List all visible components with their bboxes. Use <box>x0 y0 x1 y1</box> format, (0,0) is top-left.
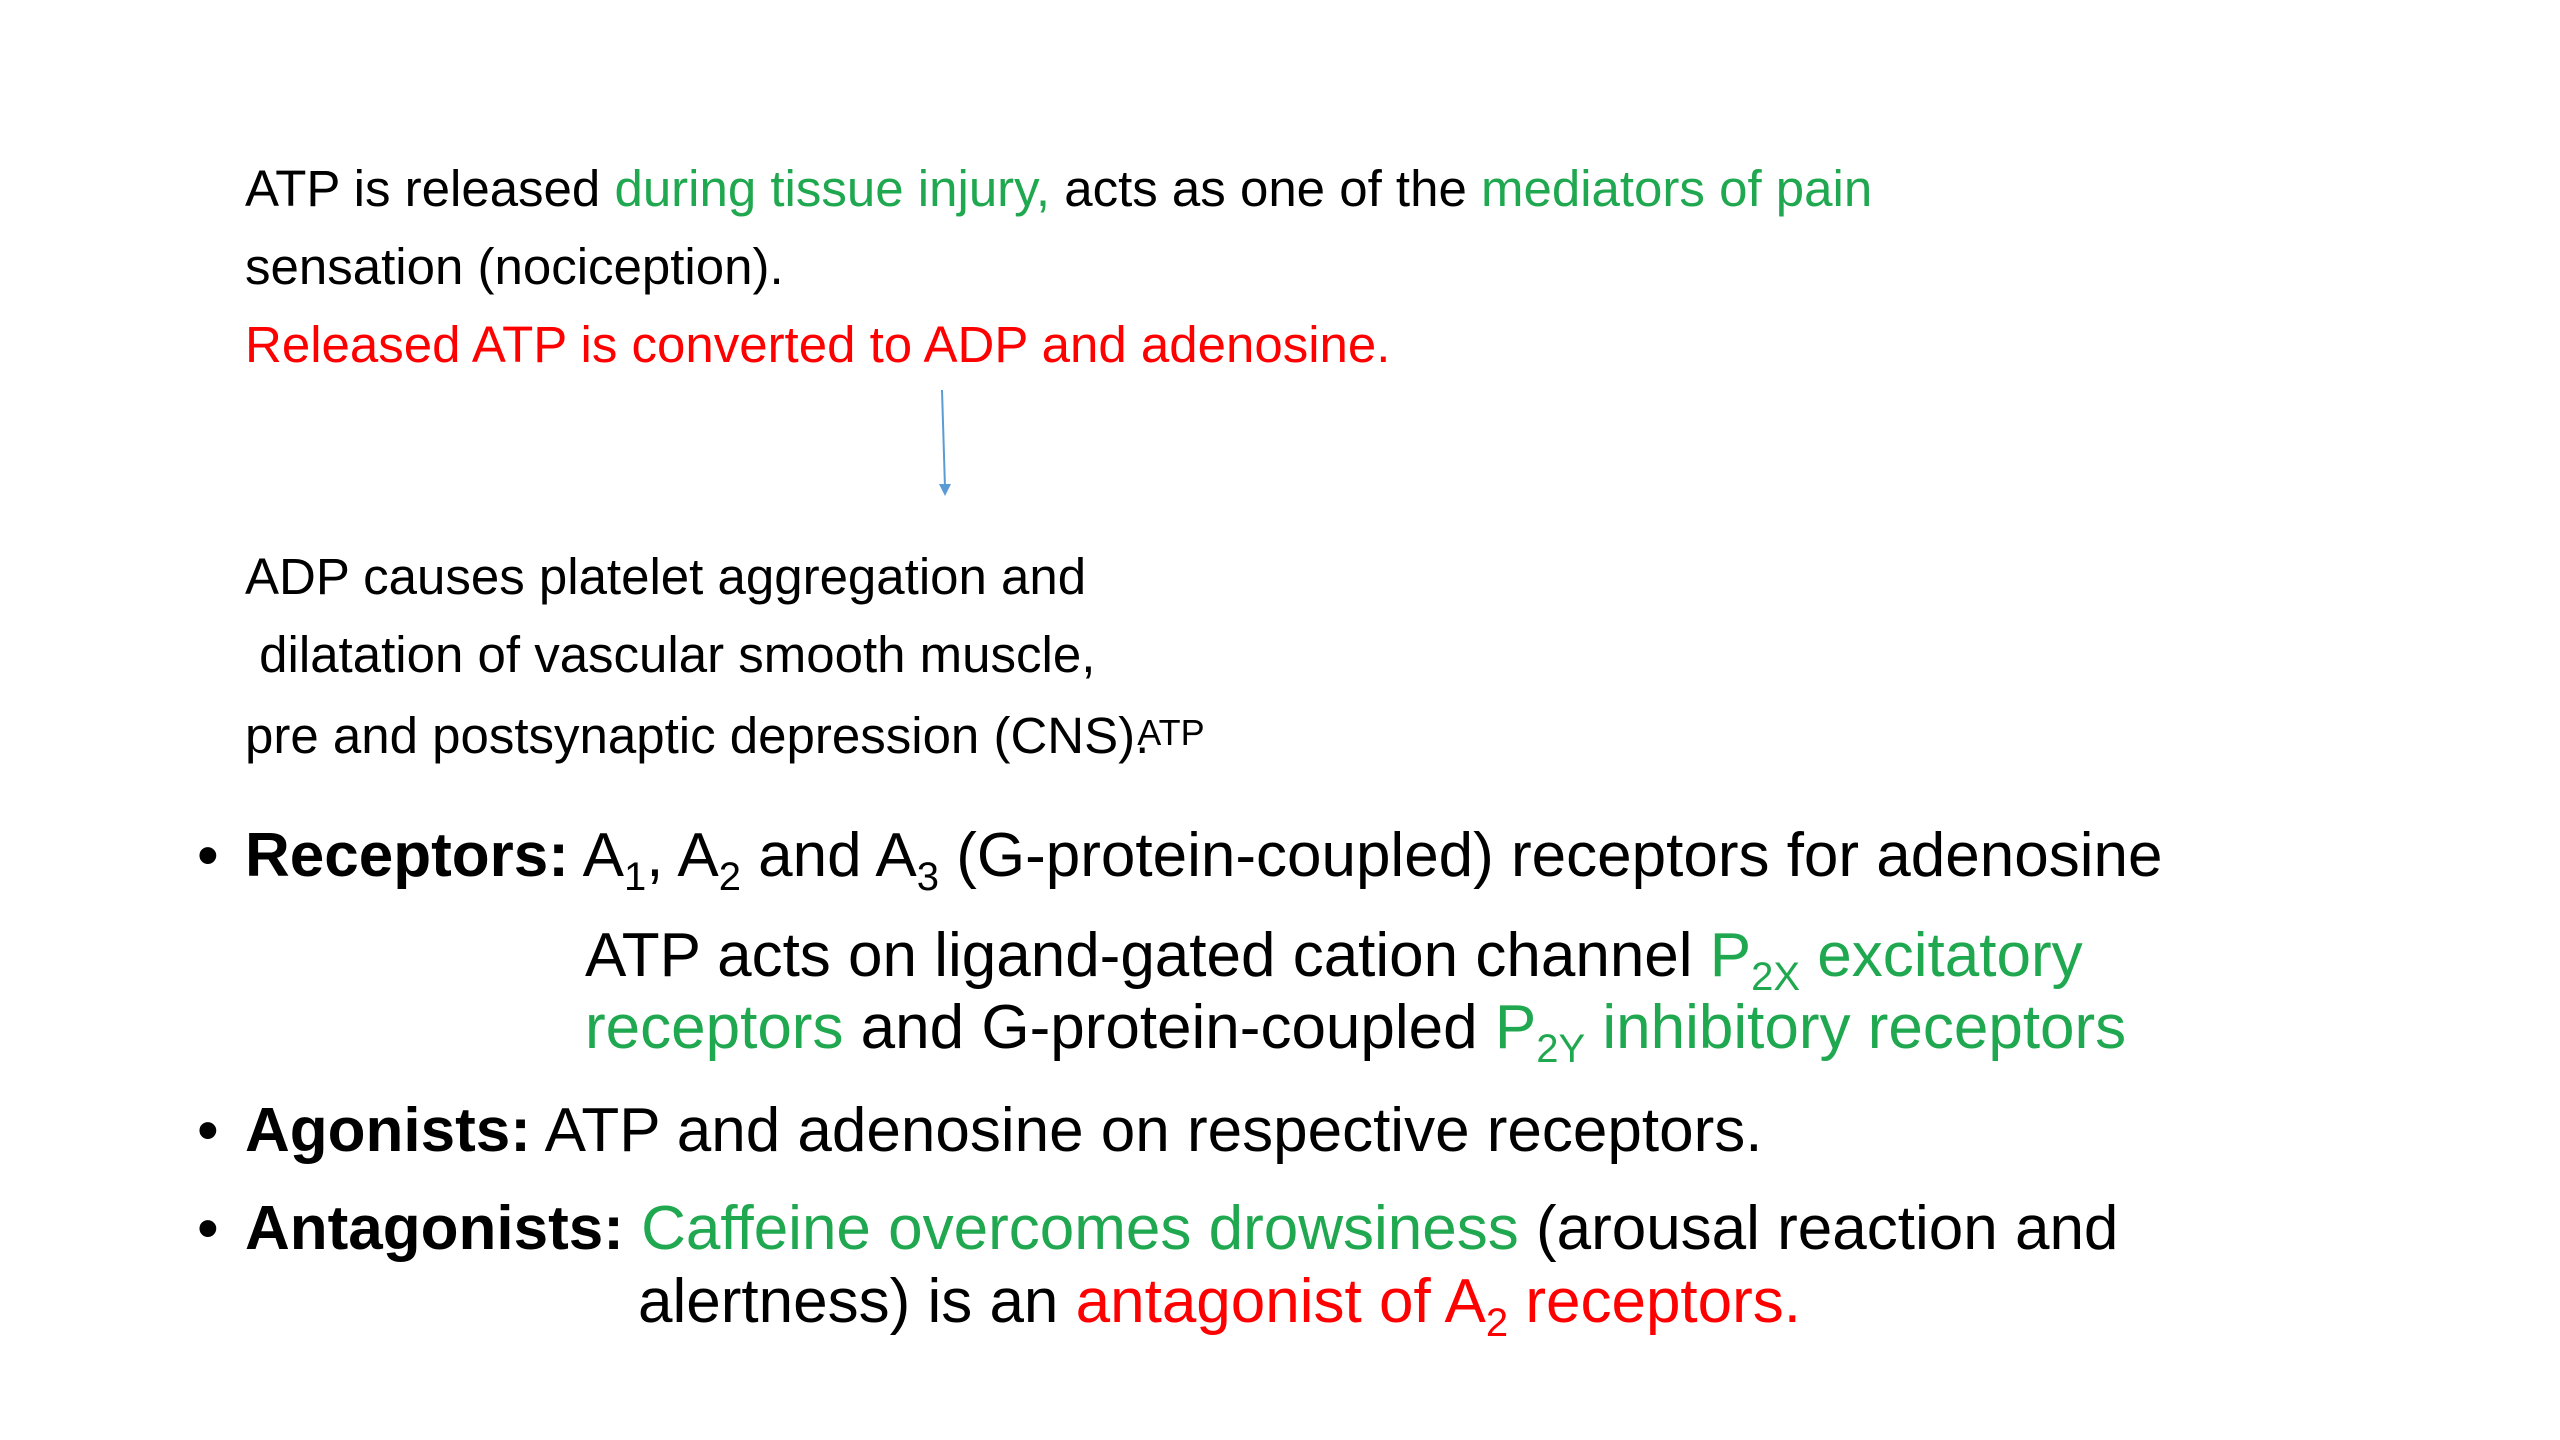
adp-paragraph <box>245 538 1205 775</box>
receptors-text: (G-protein-coupled) receptors for adenosine <box>939 821 2163 890</box>
adp-text: pre and postsynaptic depression (CNS). <box>245 707 1150 764</box>
antagonists-text: (arousal reaction and <box>1518 1194 2119 1263</box>
subscript: 1 <box>624 855 647 899</box>
intro-line-1 <box>245 150 1872 228</box>
adp-line-1: ADP causes platelet aggregation and <box>245 548 1087 605</box>
receptors-text: ATP acts on ligand-gated cation channel <box>585 921 1710 990</box>
p2y-label: P <box>1494 993 1537 1062</box>
inhibitory-text: inhibitory receptors <box>1585 993 2127 1062</box>
intro-text: acts as one of the <box>1050 160 1481 217</box>
caffeine-text: Caffeine overcomes drowsiness <box>641 1194 1519 1263</box>
subscript: 3 <box>916 855 940 899</box>
adp-line-3 <box>245 694 1205 775</box>
bullet-dot: • <box>197 821 219 890</box>
antagonists-label: Antagonists: <box>245 1194 624 1263</box>
intro-line-3: Released ATP is converted to ADP and adenosine. <box>245 316 1391 373</box>
subscript: 2 <box>718 855 741 899</box>
antagonists-continuation <box>638 1266 1802 1345</box>
adp-line-2: dilatation of vascular smooth muscle, <box>245 626 1096 683</box>
receptors-line <box>245 820 2163 899</box>
down-arrow-icon <box>930 388 960 500</box>
intro-text: ATP is released <box>245 160 615 217</box>
excitatory-text: excitatory <box>1800 921 2083 990</box>
atp-overlap-label: ATP <box>1137 712 1205 753</box>
receptors-text: A <box>568 821 625 890</box>
antagonists-line <box>245 1193 2118 1265</box>
intro-highlight-mediators: mediators of pain <box>1480 160 1873 217</box>
bullet-dot: • <box>197 1096 219 1165</box>
subscript: 2X <box>1751 955 1801 999</box>
subscript: 2Y <box>1536 1027 1586 1071</box>
receptors-text: and A <box>740 821 917 890</box>
antagonists-text: alertness) is an <box>638 1267 1076 1336</box>
p2x-label: P <box>1709 921 1752 990</box>
receptors-continuation-1 <box>585 920 2083 999</box>
subscript: 2 <box>1485 1301 1509 1345</box>
receptors-text: and G-protein-coupled <box>843 993 1495 1062</box>
agonists-label: Agonists: <box>245 1096 531 1165</box>
intro-paragraph <box>245 150 1872 384</box>
receptors-red-text: receptors. <box>1508 1267 1802 1336</box>
receptors-continuation-2 <box>585 992 2127 1071</box>
receptors-word: receptors <box>585 993 844 1062</box>
intro-line-2: sensation (nociception). <box>245 238 784 295</box>
receptors-text: , A <box>646 821 719 890</box>
antagonist-a2-text: antagonist of A <box>1075 1267 1486 1336</box>
agonists-line <box>245 1095 1762 1167</box>
bullet-dot: • <box>197 1194 219 1263</box>
intro-highlight-injury: during tissue injury, <box>614 160 1051 217</box>
agonists-text: ATP and adenosine on respective receptors. <box>530 1096 1763 1165</box>
antagonists-text <box>624 1194 641 1263</box>
receptors-label: Receptors: <box>245 821 569 890</box>
